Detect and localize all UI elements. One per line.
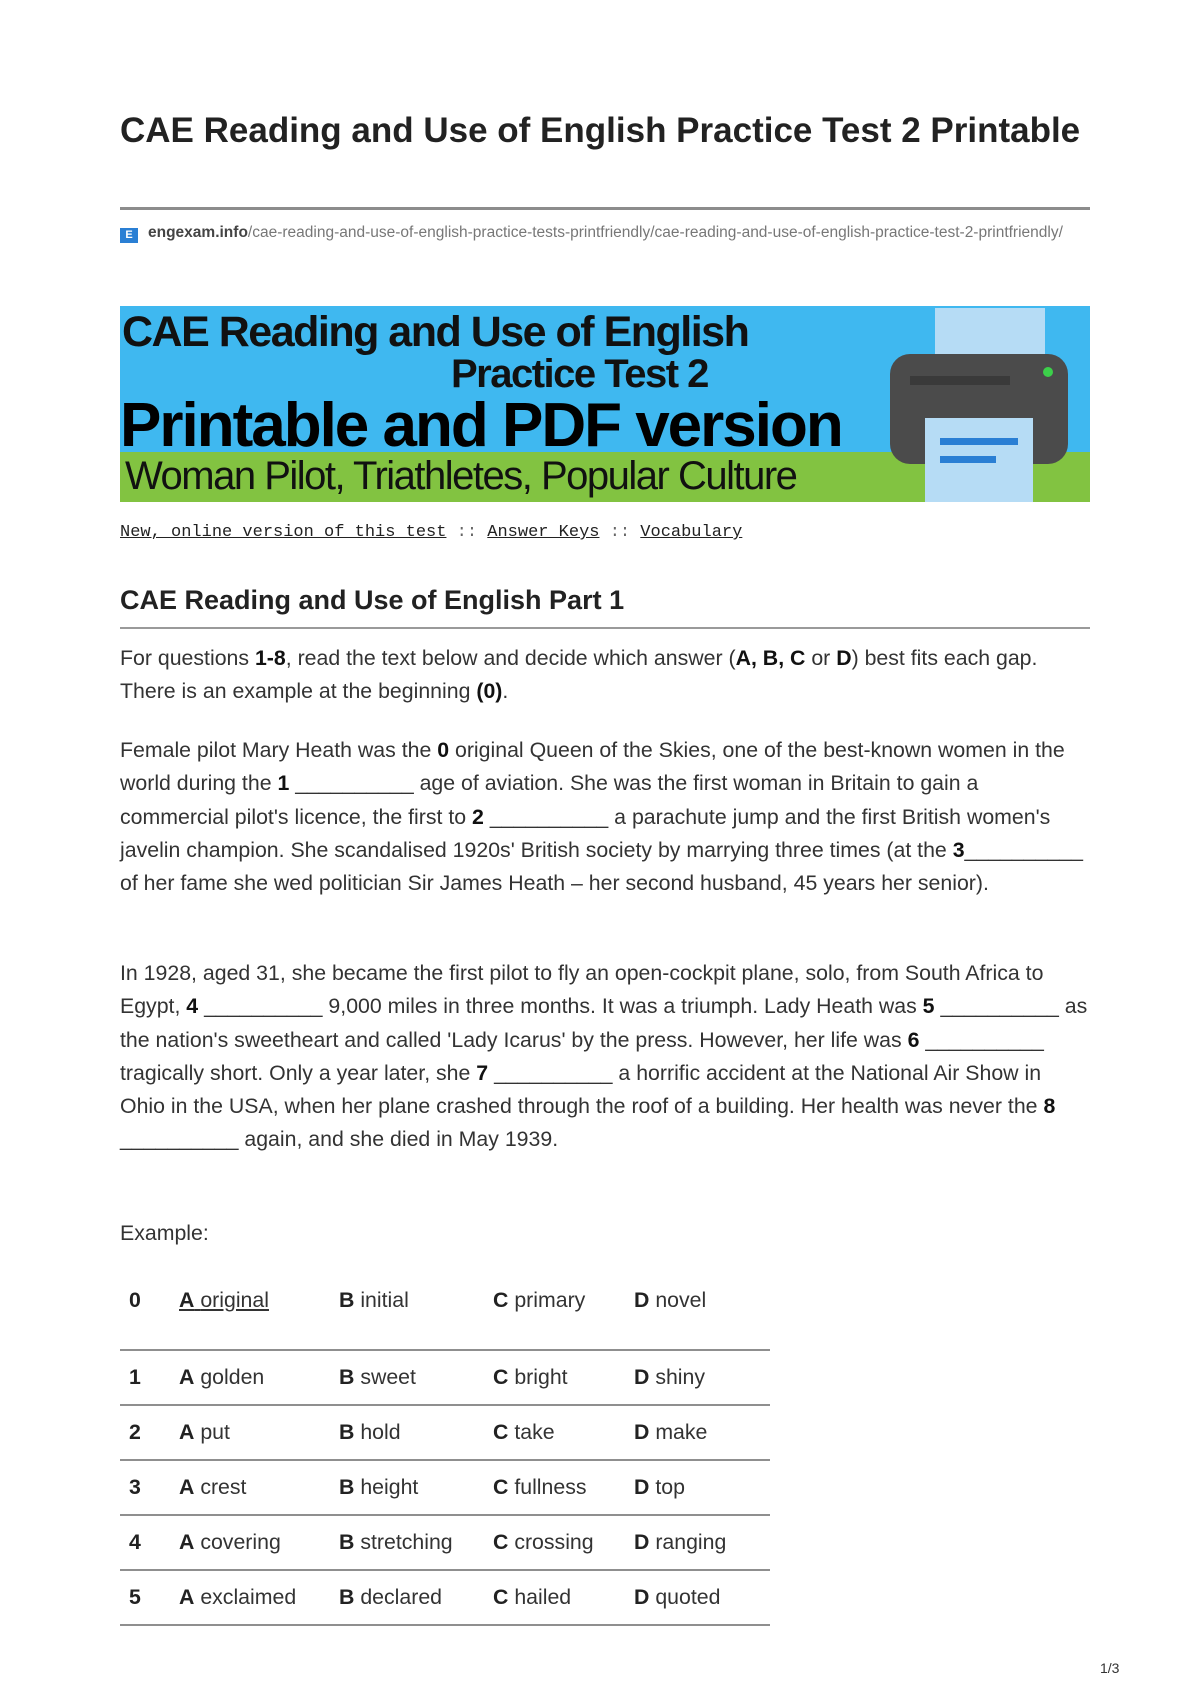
option-b xyxy=(330,1460,484,1515)
instr-text: For questions xyxy=(120,646,255,670)
option-letter: D xyxy=(634,1420,650,1444)
option-c xyxy=(484,1570,625,1625)
option-letter: C xyxy=(493,1475,509,1499)
option-letter: D xyxy=(634,1530,650,1554)
banner-line-1: CAE Reading and Use of English xyxy=(122,308,749,356)
option-letter: B xyxy=(339,1287,355,1312)
instr-range: 1-8 xyxy=(254,646,286,670)
option-d xyxy=(625,1405,770,1460)
option-letter: B xyxy=(339,1585,355,1609)
question-number: 3 xyxy=(120,1460,170,1515)
option-text: original xyxy=(200,1287,269,1312)
option-b xyxy=(330,1350,484,1405)
option-b xyxy=(330,1405,484,1460)
text-fragment: __________ of her fame she wed politician Sir James Heath – her second husband, 45 years her senior). xyxy=(120,837,1083,896)
banner-line-2: Practice Test 2 xyxy=(451,352,708,396)
question-number: 4 xyxy=(120,1515,170,1570)
option-b xyxy=(330,1570,484,1625)
option-text: hailed xyxy=(514,1585,572,1609)
option-text: crossing xyxy=(514,1530,594,1554)
question-number: 1 xyxy=(120,1350,170,1405)
gap-number: 6 xyxy=(907,1027,920,1052)
option-letter: D xyxy=(634,1585,650,1609)
option-text: crest xyxy=(200,1475,247,1499)
option-text: initial xyxy=(360,1287,409,1312)
page-number: 1/3 xyxy=(1100,1660,1120,1676)
instr-text: , read the text below and decide which answer ( xyxy=(285,646,736,670)
text-fragment: __________ tragically short. Only a year later, she xyxy=(120,1027,1044,1085)
option-text: take xyxy=(514,1420,555,1444)
option-letter: B xyxy=(339,1420,355,1444)
option-text: hold xyxy=(360,1420,401,1444)
option-b xyxy=(330,1515,484,1570)
gap-number: 2 xyxy=(472,804,484,829)
instructions-paragraph xyxy=(120,642,1090,709)
option-text: make xyxy=(655,1420,708,1444)
text-fragment: __________ 9,000 miles in three months. It was a triumph. Lady Heath was xyxy=(198,994,923,1019)
option-letter: A xyxy=(179,1420,195,1444)
part-divider xyxy=(120,627,1090,629)
gap-number: 8 xyxy=(1043,1094,1056,1119)
option-letter: A xyxy=(179,1287,195,1312)
question-number: 2 xyxy=(120,1405,170,1460)
instr-text: . xyxy=(502,679,509,704)
question-number: 5 xyxy=(120,1570,170,1625)
text-fragment: Female pilot Mary Heath was the xyxy=(120,738,438,762)
text-fragment: __________ a horrific accident at the National Air Show in Ohio in the USA, when her plane crashed through the roof of a building. Her health was never the xyxy=(120,1060,1044,1119)
option-d xyxy=(625,1515,770,1570)
option-c xyxy=(484,1275,625,1325)
text-paragraph-1 xyxy=(120,734,1090,900)
example-row xyxy=(120,1275,770,1325)
option-a xyxy=(170,1405,330,1460)
option-letter: C xyxy=(493,1530,509,1554)
text-fragment: __________ a parachute jump and the first British women's javelin champion. She scandalised 1920s' British society by marrying three times (at the xyxy=(120,804,1051,862)
link-separator: :: xyxy=(609,523,631,542)
option-d xyxy=(625,1570,770,1625)
text-fragment: __________ age of aviation. She was the first woman in Britain to gain a commercial pilot's licence, the first to xyxy=(120,771,979,829)
option-d xyxy=(625,1460,770,1515)
banner-line-3: Printable and PDF version xyxy=(120,391,842,460)
source-path[interactable]: /cae-reading-and-use-of-english-practice-tests-printfriendly/cae-reading-and-use-of-english-practice-test-2-printfriendly/ xyxy=(247,224,1063,241)
printer-icon xyxy=(880,306,1090,502)
option-text: shiny xyxy=(655,1365,706,1389)
option-a xyxy=(170,1275,330,1325)
instr-example-number: (0) xyxy=(476,679,503,704)
instr-letter-d: D xyxy=(836,646,852,670)
source-url[interactable] xyxy=(120,220,1090,245)
link-online-version[interactable]: New, online version of this test xyxy=(120,523,447,542)
option-text: height xyxy=(360,1475,419,1499)
site-favicon-icon: E xyxy=(120,228,138,243)
text-paragraph-2 xyxy=(120,957,1090,1157)
option-letter: A xyxy=(179,1530,195,1554)
source-domain[interactable]: engexam.info xyxy=(148,224,248,241)
options-table xyxy=(120,1275,770,1626)
option-letter: B xyxy=(339,1475,355,1499)
option-text: declared xyxy=(360,1585,443,1609)
option-a xyxy=(170,1570,330,1625)
option-text: fullness xyxy=(514,1475,587,1499)
link-vocabulary[interactable]: Vocabulary xyxy=(640,523,743,542)
gap-number: 5 xyxy=(922,994,935,1019)
example-label: Example: xyxy=(120,1221,209,1245)
instr-text: ) best fits each gap. There is an example at the beginning xyxy=(120,646,1038,704)
option-a xyxy=(170,1515,330,1570)
option-c xyxy=(484,1350,625,1405)
option-letter: C xyxy=(493,1287,509,1312)
question-row xyxy=(120,1515,770,1570)
option-c xyxy=(484,1460,625,1515)
option-letter: D xyxy=(634,1475,650,1499)
gap-number: 7 xyxy=(476,1060,489,1085)
gap-number: 1 xyxy=(277,771,290,796)
option-letter: A xyxy=(179,1585,195,1609)
text-fragment: original Queen of the Skies, one of the best-known women in the world during the xyxy=(120,738,1065,796)
option-text: novel xyxy=(655,1287,707,1312)
text-fragment: In 1928, aged 31, she became the first pilot to fly an open-cockpit plane, solo, from South Africa to Egypt, xyxy=(120,961,1044,1019)
text-fragment: __________ again, and she died in May 1939. xyxy=(120,1127,559,1152)
banner-line-4: Woman Pilot, Triathletes, Popular Culture xyxy=(125,454,797,498)
option-text: sweet xyxy=(360,1365,416,1389)
link-separator: :: xyxy=(456,523,478,542)
option-letter: A xyxy=(179,1475,195,1499)
option-letter: C xyxy=(493,1365,509,1389)
gap-number: 0 xyxy=(437,738,450,762)
option-text: top xyxy=(655,1475,685,1499)
option-text: stretching xyxy=(360,1530,453,1554)
instr-letters: A, B, C xyxy=(735,646,806,670)
question-row xyxy=(120,1405,770,1460)
option-d xyxy=(625,1350,770,1405)
option-letter: B xyxy=(339,1365,355,1389)
option-text: exclaimed xyxy=(200,1585,297,1609)
option-text: put xyxy=(200,1420,230,1444)
option-letter: C xyxy=(493,1420,509,1444)
title-divider xyxy=(120,207,1090,210)
question-number: 0 xyxy=(129,1287,141,1312)
table-spacer xyxy=(120,1325,770,1350)
option-text: covering xyxy=(200,1530,281,1554)
link-answer-keys[interactable]: Answer Keys xyxy=(487,523,600,542)
option-letter: D xyxy=(634,1365,650,1389)
option-a xyxy=(170,1350,330,1405)
option-text: golden xyxy=(200,1365,265,1389)
option-c xyxy=(484,1405,625,1460)
question-row xyxy=(120,1350,770,1405)
gap-number: 4 xyxy=(186,994,199,1019)
option-letter: B xyxy=(339,1530,355,1554)
option-d xyxy=(625,1275,770,1325)
option-b xyxy=(330,1275,484,1325)
option-letter: D xyxy=(634,1287,650,1312)
page-title: CAE Reading and Use of English Practice Test 2 Printable xyxy=(120,111,1081,150)
option-c xyxy=(484,1515,625,1570)
option-text: quoted xyxy=(655,1585,721,1609)
gap-number: 3 xyxy=(952,837,965,862)
part-heading: CAE Reading and Use of English Part 1 xyxy=(120,585,625,615)
top-links xyxy=(120,523,742,542)
option-text: ranging xyxy=(655,1530,727,1554)
question-row xyxy=(120,1570,770,1625)
option-letter: A xyxy=(179,1365,195,1389)
text-fragment: __________ as the nation's sweetheart and called 'Lady Icarus' by the press. However, her life was xyxy=(120,994,1088,1052)
question-row xyxy=(120,1460,770,1515)
option-a xyxy=(170,1460,330,1515)
instr-text: or xyxy=(805,646,837,670)
header-banner-image xyxy=(120,306,1090,502)
option-text: primary xyxy=(514,1287,586,1312)
option-letter: C xyxy=(493,1585,509,1609)
option-text: bright xyxy=(514,1365,568,1389)
